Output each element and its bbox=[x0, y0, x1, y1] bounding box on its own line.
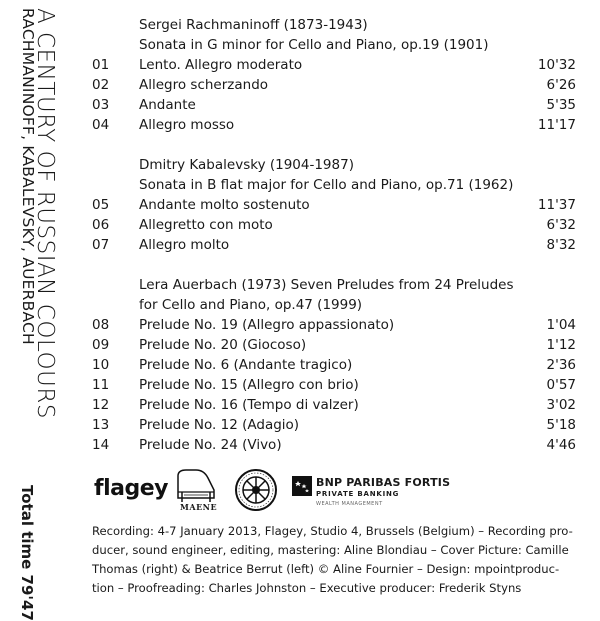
track-row bbox=[92, 115, 576, 135]
track-title: Prelude No. 19 (Allegro appassionato) bbox=[139, 317, 395, 333]
track-number: 05 bbox=[92, 197, 110, 213]
track-number: 01 bbox=[92, 57, 110, 73]
total-time: Total time 79'47 bbox=[18, 485, 36, 621]
track-number: 14 bbox=[92, 437, 110, 453]
sponsor-logos bbox=[92, 466, 492, 512]
track-row bbox=[92, 95, 576, 115]
work-composer: Sergei Rachmaninoff (1873-1943) bbox=[139, 17, 368, 33]
track-duration: 4'46 bbox=[546, 437, 576, 453]
work-title: Sonata in B flat major for Cello and Piano, op.71 (1962) bbox=[139, 177, 514, 193]
track-number: 11 bbox=[92, 377, 110, 393]
track-title: Prelude No. 12 (Adagio) bbox=[139, 417, 300, 433]
track-title: Prelude No. 15 (Allegro con brio) bbox=[139, 377, 359, 393]
track-row bbox=[92, 55, 576, 75]
track-row bbox=[92, 335, 576, 355]
track-title: Allegretto con moto bbox=[139, 217, 273, 233]
track-duration: 5'35 bbox=[546, 97, 576, 113]
track-title: Allegro molto bbox=[139, 237, 230, 253]
track-row bbox=[92, 195, 576, 215]
work-title: for Cello and Piano, op.47 (1999) bbox=[139, 297, 363, 313]
track-number: 07 bbox=[92, 237, 110, 253]
track-row bbox=[92, 75, 576, 95]
credits-line: Recording: 4-7 January 2013, Flagey, Studio 4, Brussels (Belgium) – Recording pro- bbox=[92, 524, 573, 538]
track-title: Lento. Allegro moderato bbox=[139, 57, 303, 73]
track-title: Andante molto sostenuto bbox=[139, 197, 310, 213]
track-row bbox=[92, 435, 576, 455]
track-duration: 8'32 bbox=[546, 237, 576, 253]
track-row bbox=[92, 315, 576, 335]
track-row bbox=[92, 235, 576, 255]
work-composer: Dmitry Kabalevsky (1904-1987) bbox=[139, 157, 354, 173]
bnp-stars-icon bbox=[292, 476, 312, 496]
track-duration: 1'12 bbox=[546, 337, 576, 353]
track-duration: 6'26 bbox=[546, 77, 576, 93]
album-composers: RACHMANINOFF, KABALEVSKY, AUERBACH bbox=[19, 8, 37, 345]
track-duration: 11'17 bbox=[537, 117, 576, 133]
track-duration: 10'32 bbox=[537, 57, 576, 73]
seal-logo-icon bbox=[234, 468, 278, 512]
track-duration: 6'32 bbox=[546, 217, 576, 233]
track-duration: 3'02 bbox=[546, 397, 576, 413]
track-duration: 2'36 bbox=[546, 357, 576, 373]
track-title: Prelude No. 24 (Vivo) bbox=[139, 437, 282, 453]
bnp-tagline: WEALTH MANAGEMENT bbox=[316, 501, 383, 507]
work-header-rachmaninoff bbox=[139, 15, 489, 55]
track-number: 08 bbox=[92, 317, 110, 333]
track-number: 02 bbox=[92, 77, 110, 93]
work-header-kabalevsky bbox=[139, 155, 513, 195]
track-title: Prelude No. 20 (Giocoso) bbox=[139, 337, 307, 353]
flagey-logo: flagey bbox=[94, 476, 168, 501]
track-number: 09 bbox=[92, 337, 110, 353]
album-title: A CENTURY OF RUSSIAN COLOURS bbox=[32, 8, 58, 419]
track-title: Prelude No. 6 (Andante tragico) bbox=[139, 357, 353, 373]
track-duration: 1'04 bbox=[546, 317, 576, 333]
track-number: 03 bbox=[92, 97, 110, 113]
track-number: 06 bbox=[92, 217, 110, 233]
credits-line: ducer, sound engineer, editing, mastering: Aline Blondiau – Cover Picture: Camille bbox=[92, 543, 569, 557]
track-row bbox=[92, 215, 576, 235]
bnp-paribas-logo bbox=[292, 474, 492, 510]
track-row bbox=[92, 395, 576, 415]
credits-line: Thomas (right) & Beatrice Berrut (left) © Aline Fournier – Design: mpointproduc- bbox=[92, 562, 560, 576]
credits-line: tion – Proofreading: Charles Johnston – Executive producer: Frederik Styns bbox=[92, 581, 522, 595]
track-title: Allegro mosso bbox=[139, 117, 235, 133]
track-duration: 0'57 bbox=[546, 377, 576, 393]
track-row bbox=[92, 415, 576, 435]
piano-brand-label: MAENE bbox=[180, 502, 218, 512]
track-number: 04 bbox=[92, 117, 110, 133]
bnp-subtitle: PRIVATE BANKING bbox=[316, 490, 400, 498]
work-composer: Lera Auerbach (1973) Seven Preludes from 24 Preludes bbox=[139, 277, 514, 293]
work-title: Sonata in G minor for Cello and Piano, op.19 (1901) bbox=[139, 37, 489, 53]
track-title: Allegro scherzando bbox=[139, 77, 269, 93]
credits bbox=[92, 522, 588, 598]
track-title: Prelude No. 16 (Tempo di valzer) bbox=[139, 397, 359, 413]
bnp-name: BNP PARIBAS FORTIS bbox=[316, 476, 451, 489]
track-number: 12 bbox=[92, 397, 110, 413]
track-row bbox=[92, 375, 576, 395]
track-row bbox=[92, 355, 576, 375]
track-duration: 5'18 bbox=[546, 417, 576, 433]
piano-logo-icon bbox=[174, 468, 218, 512]
track-title: Andante bbox=[139, 97, 196, 113]
track-duration: 11'37 bbox=[537, 197, 576, 213]
work-header-auerbach bbox=[139, 275, 514, 315]
track-number: 10 bbox=[92, 357, 110, 373]
track-number: 13 bbox=[92, 417, 110, 433]
